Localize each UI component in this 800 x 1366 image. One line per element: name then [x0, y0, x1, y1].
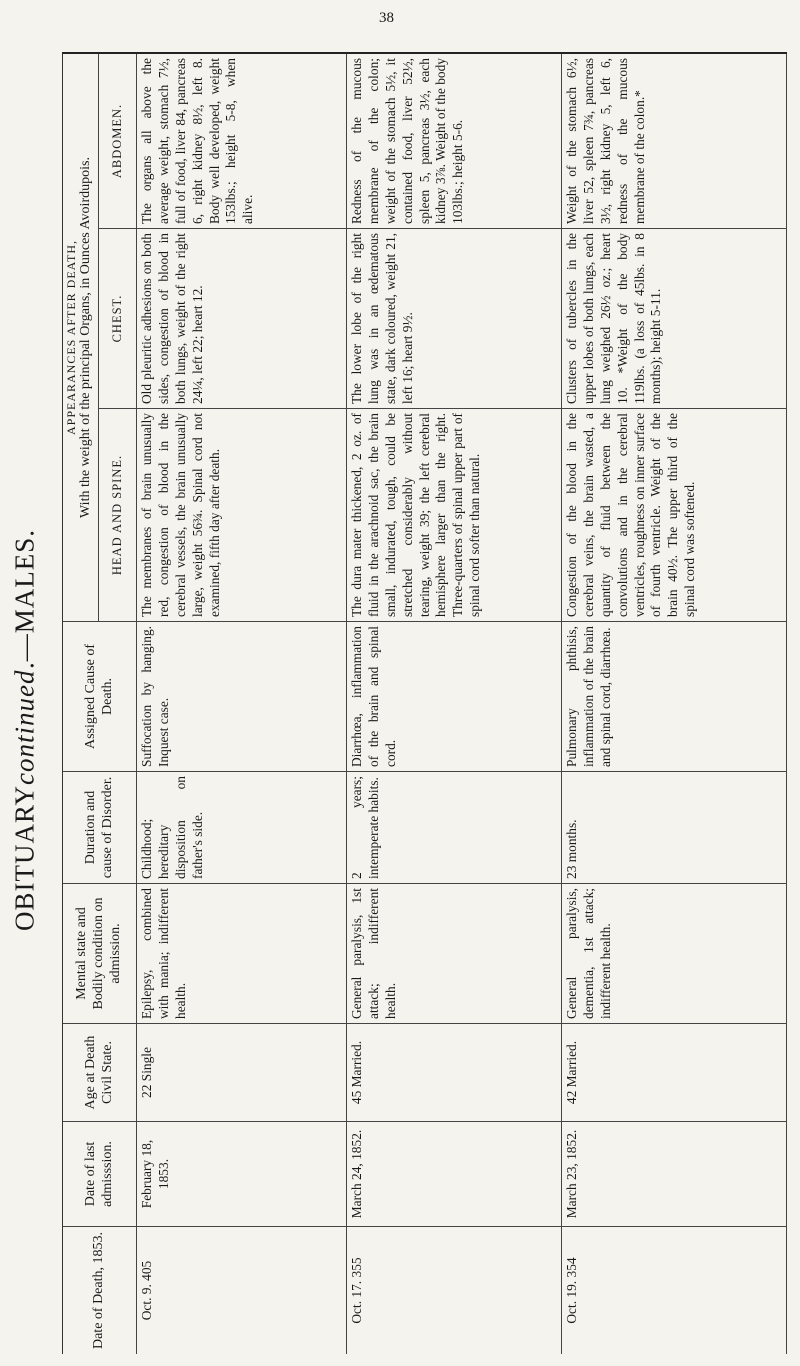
row2-chest: The lower lobe of the right lung was in an œdematous state, dark coloured, weight 21, left 16; heart 9½.: [347, 228, 562, 408]
page-number: 38: [379, 10, 394, 26]
row2-date-of-death: Oct. 17. 355: [347, 1226, 562, 1354]
row3-date-of-admission: March 23, 1852.: [562, 1121, 787, 1226]
caption-line-1: APPEARANCES AFTER DEATH,: [64, 239, 78, 436]
page-title: [8, 300, 42, 1160]
row3-assigned-cause: Pulmonary phthisis, inflammation of the brain and spinal cord, diarrhœa.: [562, 621, 787, 771]
row1-abdomen: The organs all above the average weight, stomach 7½, full of food, liver 84, pancreas 6, right kidney 8½, left 8. Body well developed, weight 153lbs.; height 5-8, when alive.: [137, 54, 347, 228]
header-chest: CHEST.: [99, 228, 137, 408]
row2-head-and-spine: The dura mater thickened, 2 oz. of fluid in the arachnoid sac, the brain small, indurated, tough, could be stretched considerably without tearing, weight 39; the left cerebral hemisphere larger than the right. Three-quarters of spinal upper part of spinal cord softer than natural.: [347, 408, 562, 621]
header-date-of-death: Date of Death, 1853.: [63, 1226, 137, 1354]
row2-date-of-admission: March 24, 1852.: [347, 1121, 562, 1226]
header-age-civil-state: Age at Death Civil State.: [63, 1023, 137, 1121]
row1-head-and-spine: The membranes of brain unusually red, congestion of blood in the cerebral vessels, the brain unusually large, weight 56¾. Spinal cord not examined, fifth day after death.: [137, 408, 347, 621]
caption-line-2: With the weight of the principal Organs, in Ounces Avoirdupois.: [78, 157, 94, 518]
header-head-and-spine: HEAD AND SPINE.: [99, 408, 137, 621]
title-italic: continued: [9, 669, 40, 785]
header-mental-state: Mental state and Bodily condition on admission.: [63, 883, 137, 1023]
row3-chest: Clusters of tubercles in the upper lobes of both lungs, each lung weighed 26½ oz.; heart 10. *Weight of the body 119lbs. (a loss of 45lbs. in 8 months); height 5-11.: [562, 228, 787, 408]
header-date-of-admission: Date of last admisssion.: [63, 1121, 137, 1226]
row1-date-of-death: Oct. 9. 405: [137, 1226, 347, 1354]
row3-abdomen: Weight of the stomach 6½, liver 52, spleen 7¾, pancreas 3½, right kidney 5, left 6, redness of the mucous membrane of the colon.*: [562, 54, 787, 228]
row2-duration: 2 years; intemperate habits.: [347, 771, 562, 883]
row2-mental-state: General paralysis, 1st attack; indifferent health.: [347, 883, 562, 1023]
row1-chest: Old pleuritic adhesions on both sides, congestion of blood in both lungs, weight of the right 24¼, left 22; heart 12.: [137, 228, 347, 408]
row3-head-and-spine: Congestion of the blood in the cerebral veins, the brain wasted, a quantity of fluid between the convolutions and in the cerebral ventricles, roughness on inner surface of fourth ventricle. Weight of the brain 40½. The upper third of the spinal cord was softened.: [562, 408, 787, 621]
table-caption: [63, 54, 99, 621]
row1-age-civil-state: 22 Single: [137, 1023, 347, 1121]
row2-age-civil-state: 45 Married.: [347, 1023, 562, 1121]
row1-duration: Childhood; hereditary disposition on father's side.: [137, 771, 347, 883]
row1-assigned-cause: Suffocation by hanging. Inquest case.: [137, 621, 347, 771]
header-duration: Duration and cause of Disorder.: [63, 771, 137, 883]
header-assigned-cause: Assigned Cause of Death.: [63, 621, 137, 771]
row1-mental-state: Epilepsy, combined with mania; indifferent health.: [137, 883, 347, 1023]
row3-mental-state: General paralysis, dementia, 1st attack; indifferent health.: [562, 883, 787, 1023]
row2-abdomen: Redness of the mucous membrane of the colon; weight of the stomach 5½, it contained food, liver 52½, spleen 5, pancreas 3½, each kidney 3⅞. Weight of the body 103lbs.; height 5-6.: [347, 54, 562, 228]
row2-assigned-cause: Diarrhœa, inflammation of the brain and spinal cord.: [347, 621, 562, 771]
title-rest: .—MALES.: [9, 529, 40, 670]
row3-duration: 23 months.: [562, 771, 787, 883]
obituary-table: [63, 54, 787, 1354]
row3-age-civil-state: 42 Married.: [562, 1023, 787, 1121]
table-frame: [62, 52, 787, 1354]
row3-date-of-death: Oct. 19. 354: [562, 1226, 787, 1354]
row1-date-of-admission: February 18, 1853.: [137, 1121, 347, 1226]
header-abdomen: ABDOMEN.: [99, 54, 137, 228]
title-main: OBITUARY: [9, 784, 40, 931]
